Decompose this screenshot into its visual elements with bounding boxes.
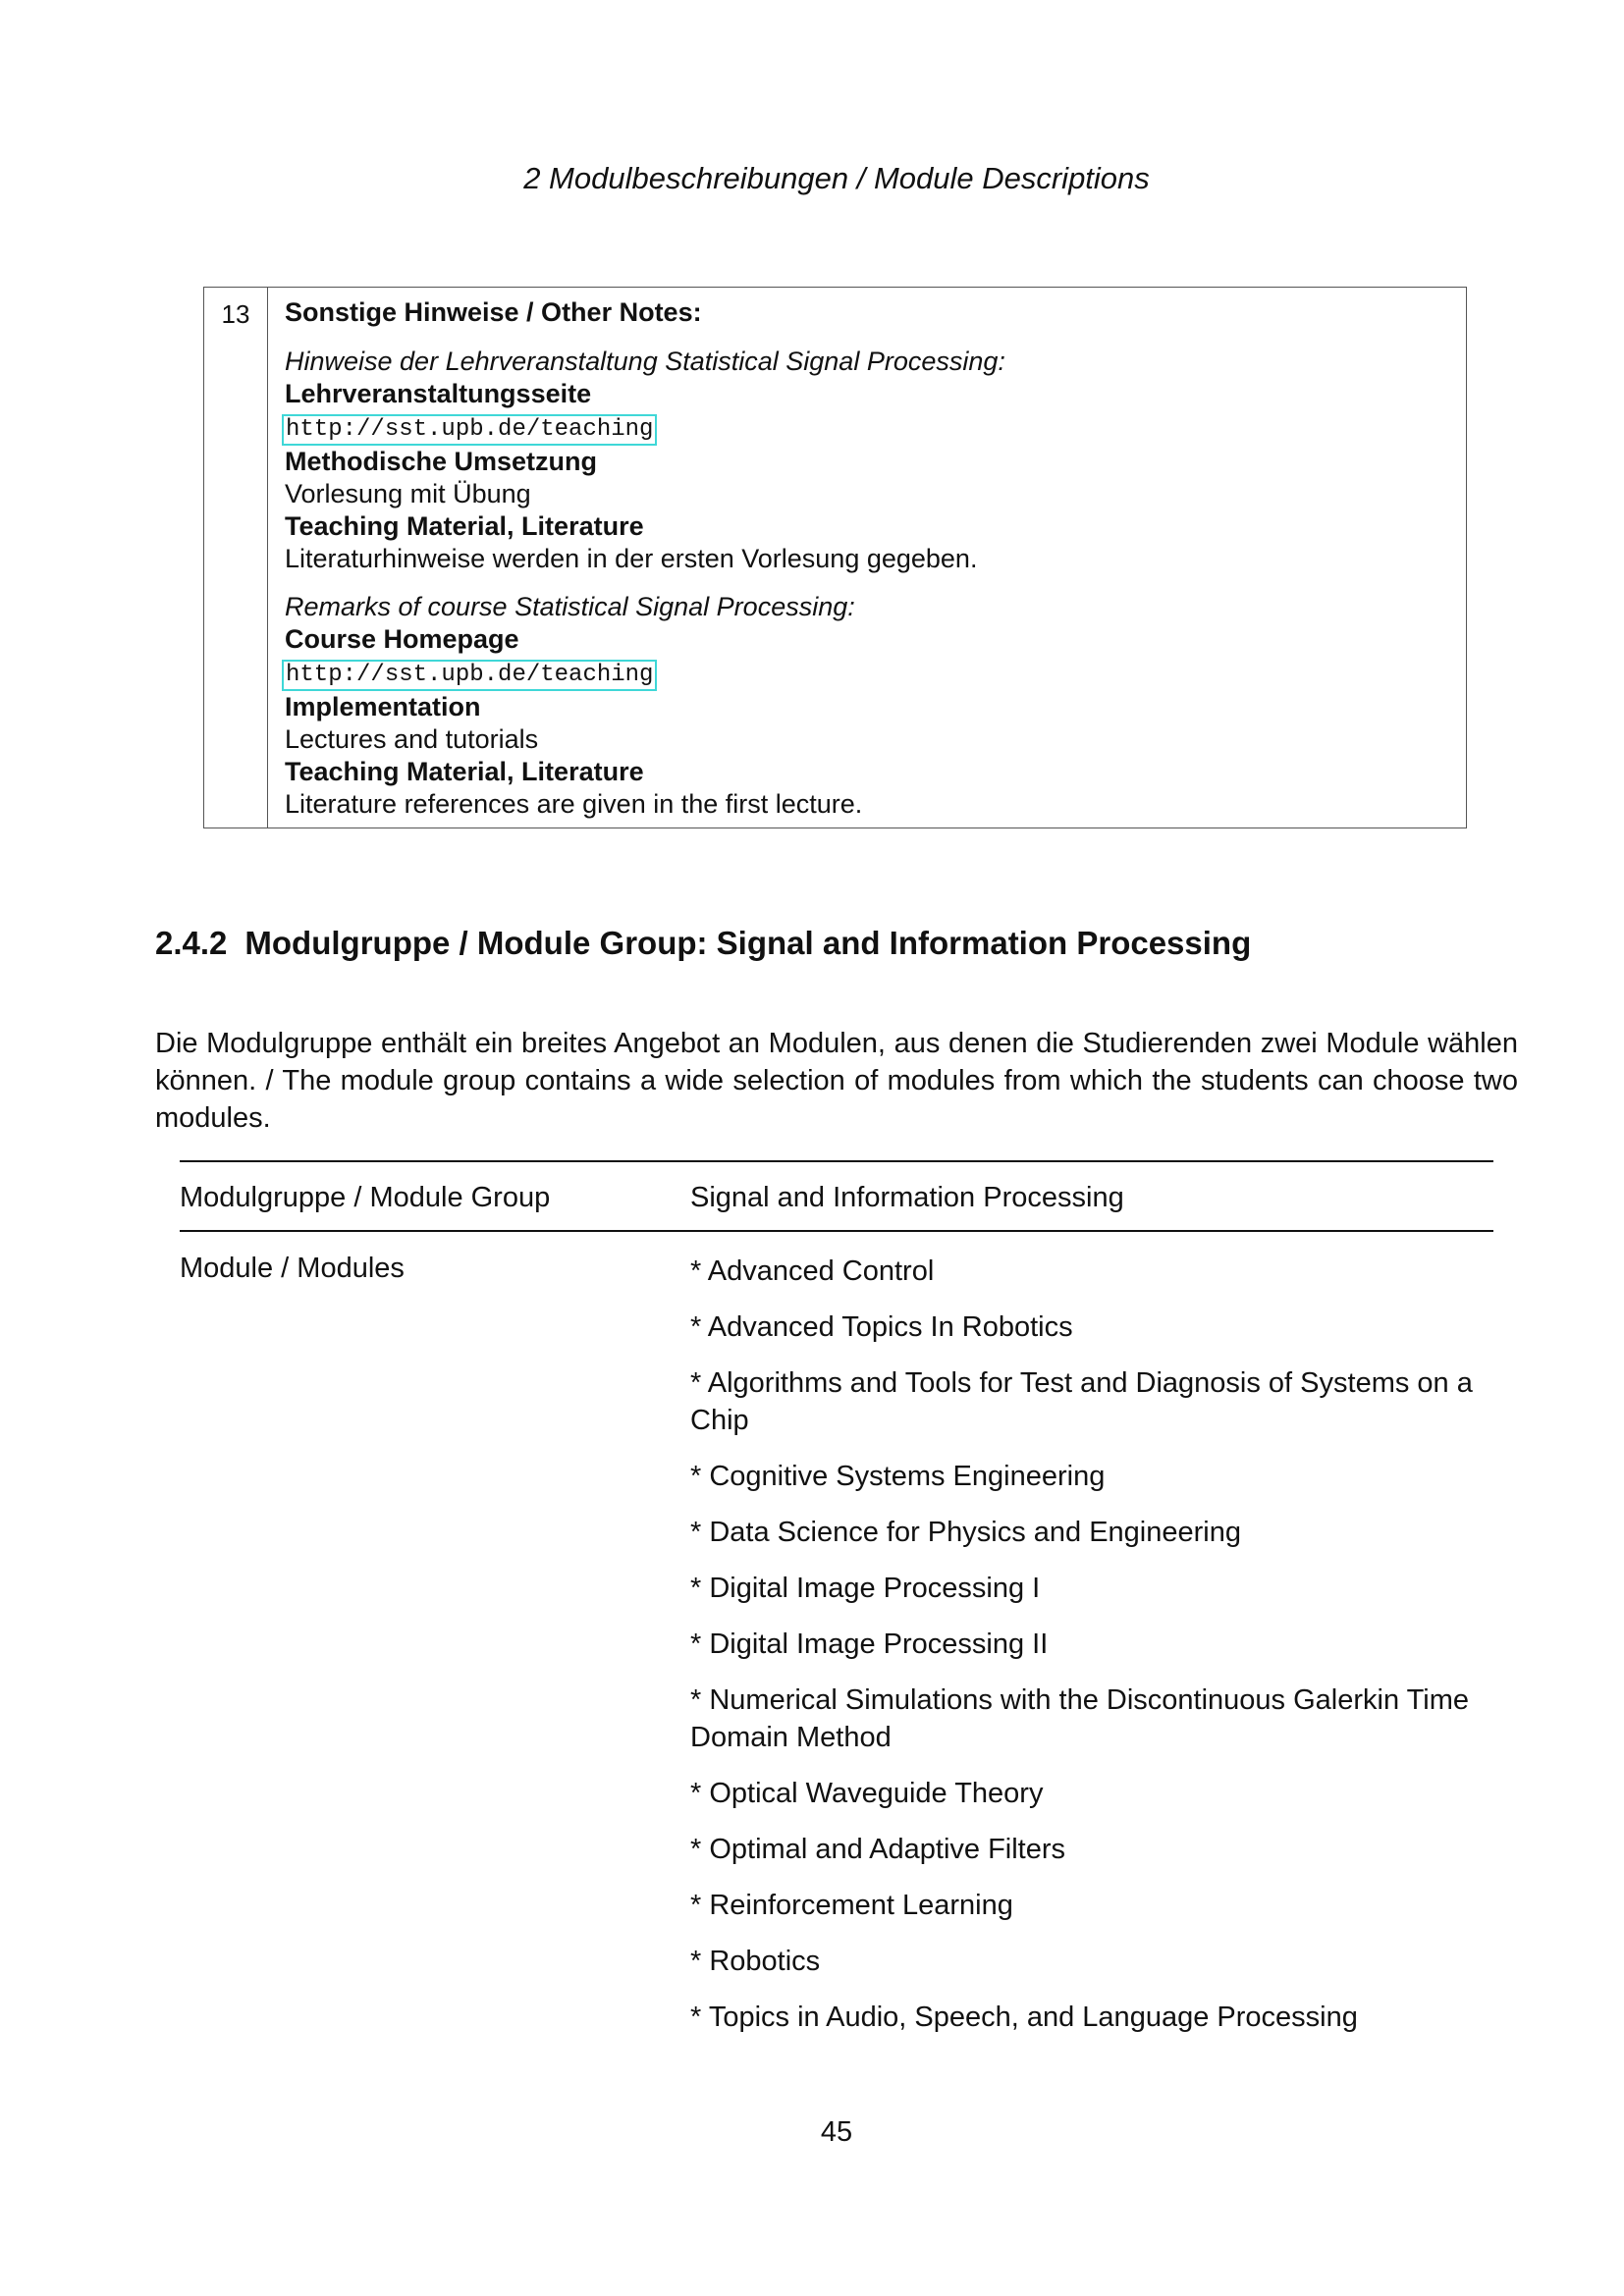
en-homepage-link[interactable]: http://sst.upb.de/teaching: [286, 662, 654, 688]
module-list: [690, 1253, 1493, 2055]
module-item: * Robotics: [690, 1946, 821, 1977]
en-course-intro: Remarks of course Statistical Signal Processing:: [285, 592, 855, 621]
de-homepage-link[interactable]: http://sst.upb.de/teaching: [286, 416, 654, 443]
en-material-text: Literature references are given in the first lecture.: [285, 789, 863, 819]
table-body-row: [180, 1232, 1493, 2055]
other-notes-body: [268, 288, 1466, 828]
de-material-label: Teaching Material, Literature: [285, 511, 644, 541]
module-item: * Data Science for Physics and Engineering: [690, 1517, 1241, 1548]
section-intro: Die Modulgruppe enthält ein breites Angebot an Modulen, aus denen die Studierenden zwei Module wählen können. / The module group contains a wide selection of modules from which the students can choose two modules.: [155, 1028, 1518, 1134]
header-left: Modulgruppe / Module Group: [180, 1182, 551, 1213]
en-homepage-label: Course Homepage: [285, 624, 519, 654]
running-header: 2 Modulbeschreibungen / Module Descriptions: [523, 161, 1150, 195]
module-item: * Cognitive Systems Engineering: [690, 1461, 1106, 1492]
other-notes-title: Sonstige Hinweise / Other Notes:: [285, 297, 702, 327]
de-homepage-label: Lehrveranstaltungsseite: [285, 379, 592, 408]
page-number: 45: [820, 2116, 853, 2148]
module-item: * Algorithms and Tools for Test and Diagnosis of Systems on a Chip: [690, 1367, 1473, 1436]
en-method-text: Lectures and tutorials: [285, 724, 539, 754]
de-material-text: Literaturhinweise werden in der ersten Vorlesung gegeben.: [285, 544, 978, 573]
modules-label: Module / Modules: [180, 1253, 405, 1284]
en-material-label: Teaching Material, Literature: [285, 757, 644, 786]
module-item: * Reinforcement Learning: [690, 1890, 1013, 1921]
module-item: * Digital Image Processing I: [690, 1573, 1041, 1604]
de-course-intro: Hinweise der Lehrveranstaltung Statistical Signal Processing:: [285, 347, 1005, 376]
de-method-text: Vorlesung mit Übung: [285, 479, 531, 508]
header-right: Signal and Information Processing: [690, 1182, 1124, 1213]
de-method-label: Methodische Umsetzung: [285, 447, 598, 476]
section-title: Modulgruppe / Module Group: Signal and Information Processing: [244, 925, 1252, 961]
module-item: * Optimal and Adaptive Filters: [690, 1834, 1066, 1865]
module-item: * Numerical Simulations with the Discontinuous Galerkin Time Domain Method: [690, 1684, 1469, 1753]
module-item: * Digital Image Processing II: [690, 1629, 1049, 1660]
en-method-label: Implementation: [285, 692, 481, 721]
module-item: * Optical Waveguide Theory: [690, 1778, 1044, 1809]
other-notes-table: [203, 287, 1467, 828]
module-item: * Advanced Control: [690, 1255, 935, 1287]
module-item: * Topics in Audio, Speech, and Language Processing: [690, 2002, 1358, 2033]
module-item: * Advanced Topics In Robotics: [690, 1311, 1073, 1343]
module-group-table: [180, 1160, 1493, 2055]
section-number: 2.4.2: [155, 925, 228, 961]
section-heading: [155, 925, 1251, 962]
row-number: 13: [204, 288, 268, 828]
table-header-row: [180, 1162, 1493, 1230]
